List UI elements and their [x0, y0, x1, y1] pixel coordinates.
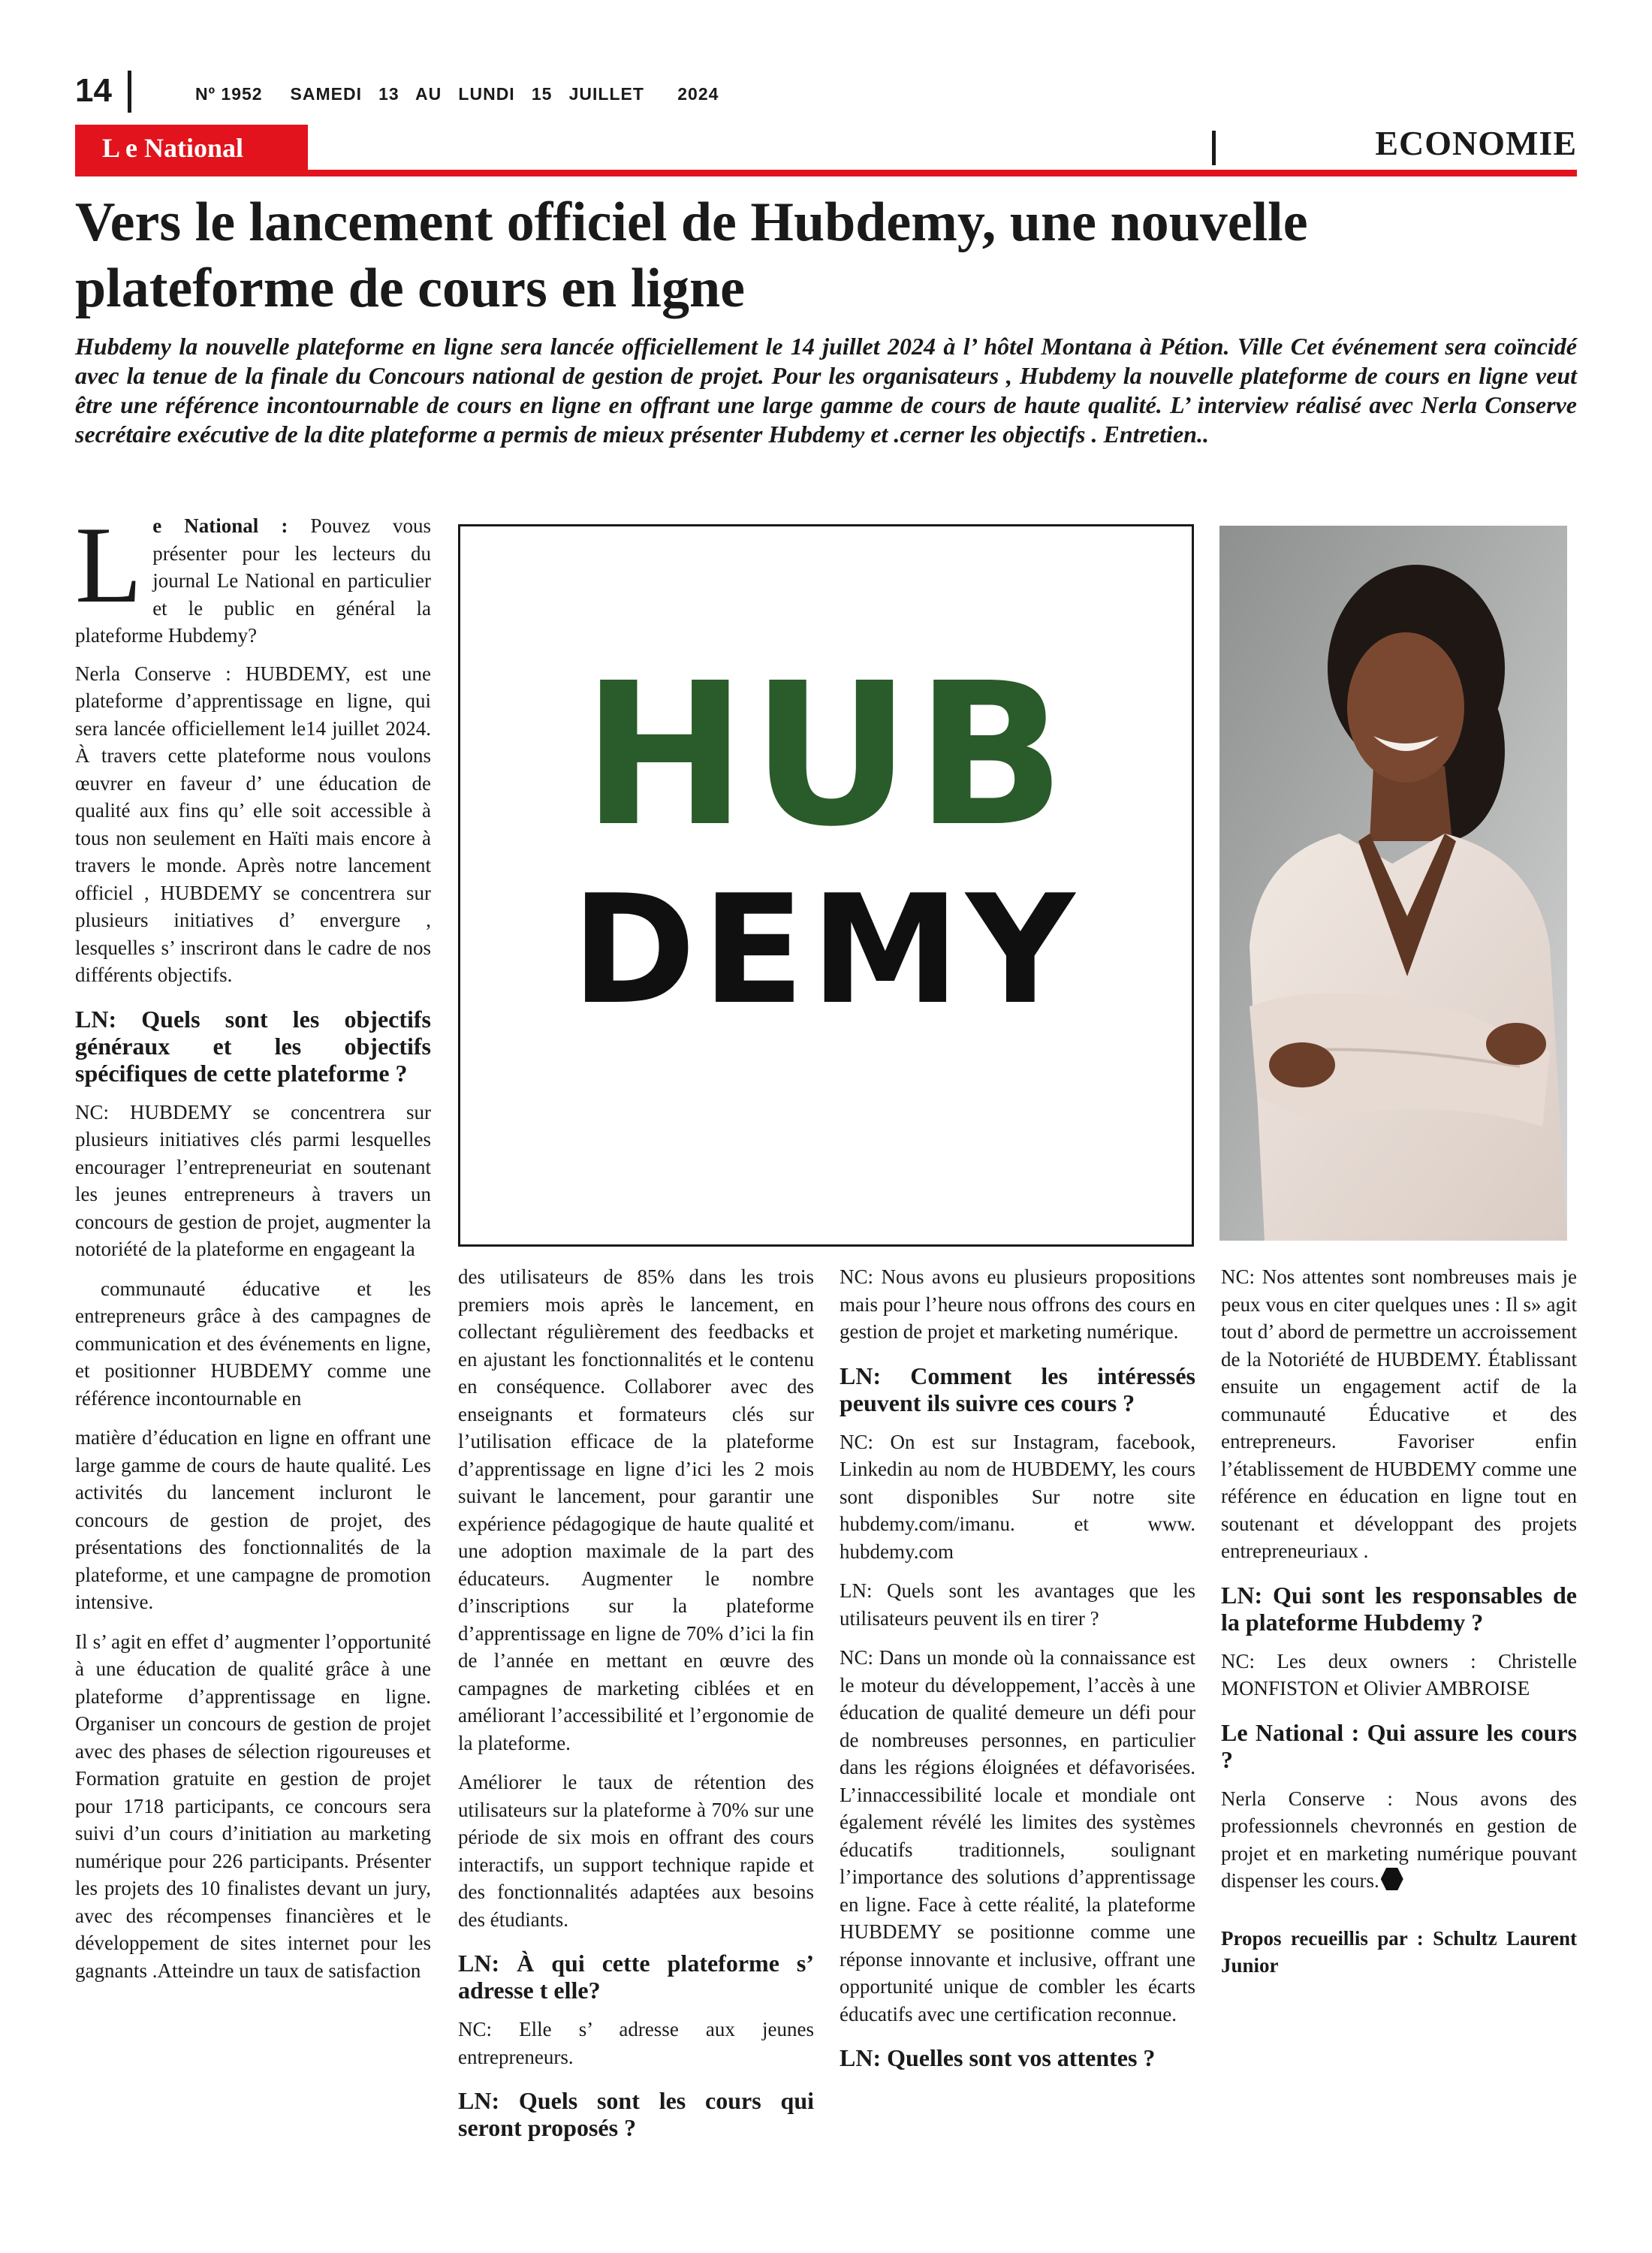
answer-2-paragraph-3: matière d’éducation en ligne en offrant une large gamme de cours de haute qualité. Les activités du lancement incluront le concours de gestion de projet, des présentations des fonctionnalités de la plateforme, et une campagne de promotion intensive.: [75, 1426, 431, 1613]
page-number-divider: [128, 71, 131, 113]
question-4: LN: Quels sont les cours qui seront proposés ?: [458, 2087, 814, 2141]
answer-2-paragraph-2: communauté éducative et les entrepreneurs grâce à des campagnes de communication et des événements en ligne, et positionner HUBDEMY comme une référence incontournable en: [75, 1277, 431, 1410]
page-number: 14: [75, 72, 112, 109]
logo-line-hub: HUB: [582, 641, 1070, 870]
column-2: [458, 1263, 814, 2153]
column-4: [1221, 1263, 1577, 1992]
question-1: [75, 504, 431, 650]
hubdemy-logo: [458, 524, 1194, 1247]
answer-1: Nerla Conserve : HUBDEMY, est une plateforme d’apprentissage en ligne, qui sera lancée officiellement le14 juillet 2024. À travers cette plateforme nous voulons œuvrer en faveur d’ une éducation de qualité aux fins qu’ elle soit accessible à tous non seulement en Haïti mais encore à travers le monde. Après notre lancement officiel , HUBDEMY se concentrera sur plusieurs initiatives d’ envergure , lesquelles s’ inscriront dans le cadre de nos différents objectifs.: [75, 662, 431, 986]
question-9: Le National : Qui assure les cours ?: [1221, 1718, 1577, 1773]
answer-9-text: Nerla Conserve : Nous avons des professionnels chevronnés en gestion de projet et en marketing numérique pouvant dispenser les cours.: [1221, 1787, 1577, 1892]
question-7: LN: Quelles sont vos attentes ?: [840, 2044, 1156, 2071]
end-mark-icon: [1381, 1868, 1403, 1890]
answer-5: NC: On est sur Instagram, facebook, Linkedin au nom de HUBDEMY, les cours sont disponibles Sur notre site hubdemy.com/imanu. et www. hubdemy.com: [840, 1430, 1195, 1563]
issue-dateline: Nº 1952 SAMEDI 13 AU LUNDI 15 JUILLET 2024: [195, 84, 719, 104]
answer-8: NC: Les deux owners : Christelle MONFISTON et Olivier AMBROISE: [1221, 1649, 1577, 1700]
answer-3: NC: Elle s’ adresse aux jeunes entrepreneurs.: [458, 2018, 814, 2068]
answer-2-continued: des utilisateurs de 85% dans les trois premiers mois après le lancement, en collectant régulièrement des feedbacks et en ajustant les fonctionnalités et le contenu en conséquence. Collaborer avec des enseignants et formateurs clés sur l’utilisation efficace de la plateforme d’apprentissage en ligne d’ici les 2 mois suivant le lancement, pour garantir une expérience pédagogique de haute qualité et une adoption maximale de la part des éducateurs. Augmenter le nombre d’inscriptions sur la plateforme d’apprentissage en ligne de 70% d’ici la fin de l’année en mettant en œuvre des campagnes de marketing ciblées et en améliorant l’accessibilité et l’ergonomie de la plateforme.: [458, 1265, 814, 1754]
answer-2-paragraph-4: Il s’ agit en effet d’ augmenter l’opportunité à une éducation de qualité grâce à une plateforme d’apprentissage en ligne. Organiser un concours de gestion de projet avec des phases de sélection rigoureuses et Formation gratuite en gestion de projet pour 1718 participants, ce concours sera suivi d’un cours d’initiation au marketing numérique pour 226 participants. Présenter les projets des 10 finalistes devant un jury, avec des récompenses financières et le développement de sites internet pour les gagnants .Atteindre un taux de satisfaction: [75, 1630, 431, 1982]
article-lead: Hubdemy la nouvelle plateforme en ligne sera lancée officiellement le 14 juillet 2024 à l’ hôtel Montana à Pétion. Ville Cet événement sera coïncidé avec la tenue de la finale du Concours national de gestion de projet. Pour les organisateurs , Hubdemy la nouvelle plateforme de cours en ligne veut être une référence incontournable de cours en ligne en offrant une large gamme de cours de haute qualité. L’ interview réalisé avec Nerla Conserve secrétaire exécutive de la dite plateforme a permis de mieux présenter Hubdemy et .cerner les objectifs . Entretien..: [75, 333, 1577, 448]
column-1: [75, 504, 431, 1996]
answer-4: NC: Nous avons eu plusieurs propositions mais pour l’heure nous offrons des cours en gestion de projet et marketing numérique.: [840, 1265, 1195, 1343]
brand-name: L e National: [102, 133, 244, 163]
portrait-illustration: [1219, 526, 1567, 1241]
question-2: LN: Quels sont les objectifs généraux et les objectifs spécifiques de cette plateforme ?: [75, 1005, 431, 1087]
section-divider: [1212, 131, 1216, 165]
answer-7: NC: Nos attentes sont nombreuses mais je peux vous en citer quelques unes : Il s» agit tout d’ abord de permettre un accroissement de la Notoriété de HUBDEMY. Établissant ensuite un engagement actif de la communauté Éducative et des entrepreneurs. Favoriser enfin l’établissement de HUBDEMY comme une référence en éducation en ligne tout en soutenant et développant des projets entrepreneuriaux .: [1221, 1265, 1577, 1562]
answer-2-paragraph-1: NC: HUBDEMY se concentrera sur plusieurs initiatives clés parmi lesquelles encourager l’entrepreneuriat en soutenant les jeunes entrepreneurs à travers un concours de gestion de projet, augmenter la notoriété de la plateforme en engageant la: [75, 1100, 431, 1260]
question-5: LN: Comment les intéressés peuvent ils suivre ces cours ?: [840, 1362, 1195, 1416]
question-8: LN: Qui sont les responsables de la plateforme Hubdemy ?: [1221, 1581, 1577, 1636]
question-1-text: Pouvez vous présenter pour les lecteurs du journal Le National en particulier et le public en général la plateforme Hubdemy?: [75, 514, 431, 647]
question-3: LN: À qui cette plateforme s’ adresse t elle?: [458, 1950, 814, 2004]
answer-9: [1221, 1785, 1577, 1895]
header-rule: [75, 170, 1577, 176]
logo-line-demy: DEMY: [571, 863, 1081, 1038]
article-headline: Vers le lancement officiel de Hubdemy, une nouvelle plateforme de cours en ligne: [75, 192, 1308, 319]
drop-cap: L: [75, 504, 143, 626]
column-3: [840, 1263, 1195, 2083]
answer-6: NC: Dans un monde où la connaissance est le moteur du développement, l’accès à une éducation de qualité demeure un défi pour de nombreuses personnes, en particulier dans les régions éloignées et défavorisées. L’innaccessibilité locale et mondiale ont également révélé les limites des systèmes éducatifs traditionnels, soulignant l’importance des solutions d’apprentissage en ligne. Face à cette réalité, la plateforme HUBDEMY se positionne comme une réponse innovante et inclusive, offrant une opportunité unique de combler les écarts éducatifs avec une certification reconnue.: [840, 1646, 1195, 2025]
interview-credit: Propos recueillis par : Schultz Laurent Junior: [1221, 1926, 1577, 1977]
answer-2-closing: Améliorer le taux de rétention des utilisateurs sur la plateforme à 70% sur une période de six mois en offrant des cours interactifs, un support technique rapide et des fonctionnalités adaptées aux besoins des étudiants.: [458, 1771, 814, 1931]
portrait-photo: [1219, 526, 1567, 1241]
question-1-label: e National :: [152, 514, 288, 537]
section-title: ECONOMIE: [1375, 124, 1577, 162]
question-6: LN: Quels sont les avantages que les utilisateurs peuvent ils en tirer ?: [840, 1579, 1195, 1630]
